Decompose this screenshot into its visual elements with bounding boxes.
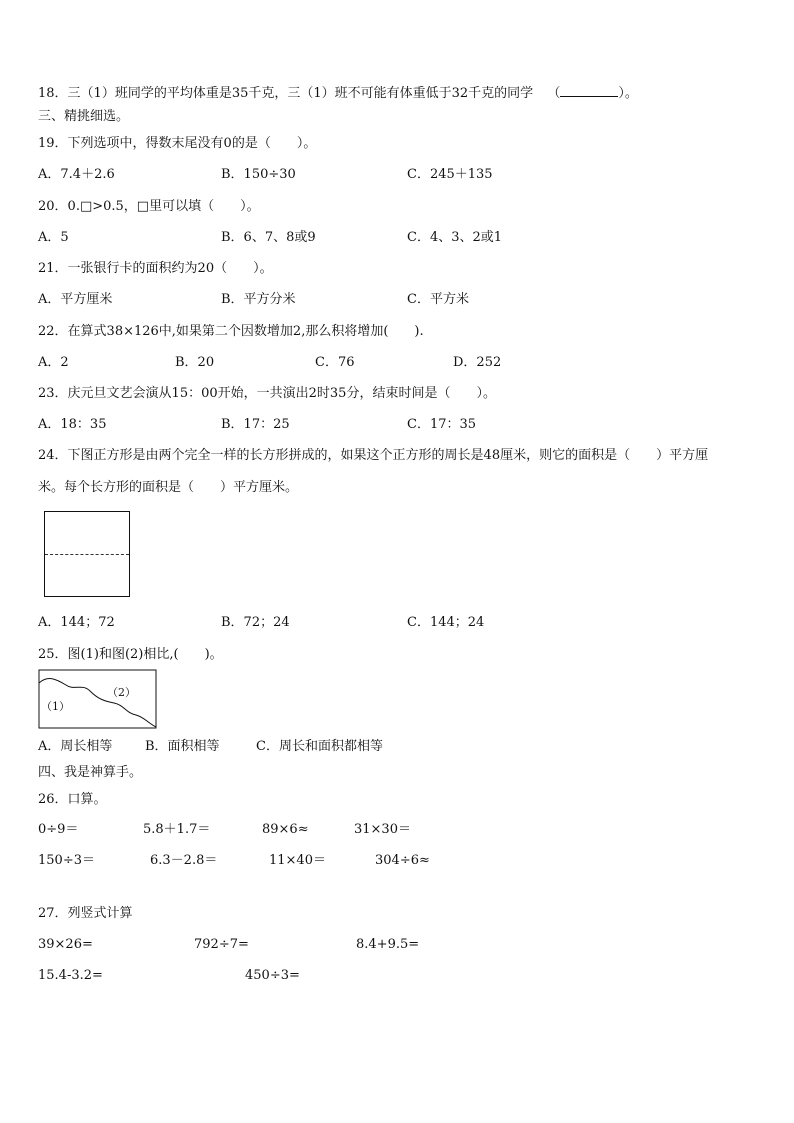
calc-item: 304÷6≈ xyxy=(375,853,430,868)
question-24-line-1: 24．下图正方形是由两个完全一样的长方形拼成的，如果这个正方形的周长是48厘米，则它的面积是（ ）平方厘 xyxy=(38,448,709,463)
q20-option-c[interactable]: C．4、3、2或1 xyxy=(407,230,503,245)
q21-option-b[interactable]: B．平方分米 xyxy=(221,292,296,307)
vertical-calc-item: 39×26= xyxy=(38,937,93,952)
calc-item: 150÷3＝ xyxy=(38,853,95,868)
question-22-stem: 22．在算式38×126中,如果第二个因数增加2,那么积将增加( ). xyxy=(38,324,424,339)
calc-item: 89×6≈ xyxy=(262,822,309,837)
calc-item: 6.3－2.8＝ xyxy=(150,853,218,868)
question-19-stem: 19．下列选项中，得数末尾没有0的是（ ）。 xyxy=(38,136,317,151)
q19-option-a[interactable]: A．7.4＋2.6 xyxy=(38,167,115,182)
vertical-calc-item: 450÷3= xyxy=(245,968,300,983)
figure-label-1: （1） xyxy=(41,700,70,713)
question-25-stem: 25．图(1)和图(2)相比,( )。 xyxy=(38,647,223,662)
calc-item: 11×40＝ xyxy=(269,853,326,868)
q25-option-c[interactable]: C．周长和面积都相等 xyxy=(256,739,383,754)
vertical-calc-item: 8.4+9.5= xyxy=(356,937,420,952)
question-27-stem: 27．列竖式计算 xyxy=(38,906,133,921)
q24-option-c[interactable]: C．144；24 xyxy=(407,615,485,630)
q21-option-c[interactable]: C．平方米 xyxy=(407,292,469,307)
q23-option-c[interactable]: C．17：35 xyxy=(407,417,477,432)
paren-open: （ xyxy=(547,86,561,101)
q24-option-b[interactable]: B．72；24 xyxy=(221,615,290,630)
section-3-heading: 三、精挑细选。 xyxy=(38,109,130,124)
vertical-calc-item: 15.4-3.2= xyxy=(38,968,103,983)
figure-label-2: （2） xyxy=(107,686,136,699)
square-figure xyxy=(44,511,130,597)
question-21-stem: 21．一张银行卡的面积约为20（ ）。 xyxy=(38,261,273,276)
q20-option-a[interactable]: A．5 xyxy=(38,230,69,245)
q19-option-b[interactable]: B．150÷30 xyxy=(221,167,296,182)
question-18-text: 18．三（1）班同学的平均体重是35千克，三（1）班不可能有体重低于32千克的同学 xyxy=(38,86,534,101)
question-18 xyxy=(38,84,638,102)
q25-option-a[interactable]: A．周长相等 xyxy=(38,739,113,754)
question-23-stem: 23．庆元旦文艺会演从15：00开始，一共演出2时35分，结束时间是（ ）。 xyxy=(38,386,496,401)
q22-option-c[interactable]: C．76 xyxy=(315,355,355,370)
calc-item: 0÷9＝ xyxy=(38,822,79,837)
calc-item: 5.8＋1.7＝ xyxy=(143,822,211,837)
q20-option-b[interactable]: B．6、7、8或9 xyxy=(221,230,316,245)
calc-item: 31×30＝ xyxy=(354,822,411,837)
q25-option-b[interactable]: B．面积相等 xyxy=(145,739,220,754)
section-4-heading: 四、我是神算手。 xyxy=(38,765,143,780)
q21-option-a[interactable]: A．平方厘米 xyxy=(38,292,113,307)
q22-option-a[interactable]: A．2 xyxy=(38,355,69,370)
q19-option-c[interactable]: C．245＋135 xyxy=(407,167,493,182)
q22-option-d[interactable]: D．252 xyxy=(453,355,502,370)
question-26-stem: 26．口算。 xyxy=(38,792,107,807)
question-24-line-2: 米。每个长方形的面积是（ ）平方厘米。 xyxy=(38,480,299,495)
paren-close: ）。 xyxy=(618,86,638,101)
answer-blank[interactable] xyxy=(560,84,618,97)
question-20-stem: 20．0.□>0.5，□里可以填（ ）。 xyxy=(38,199,260,214)
q22-option-b[interactable]: B．20 xyxy=(175,355,215,370)
vertical-calc-item: 792÷7= xyxy=(194,937,249,952)
q24-option-a[interactable]: A．144；72 xyxy=(38,615,115,630)
dashed-divider xyxy=(45,554,129,555)
q23-option-a[interactable]: A．18：35 xyxy=(38,417,107,432)
q23-option-b[interactable]: B．17：25 xyxy=(221,417,290,432)
